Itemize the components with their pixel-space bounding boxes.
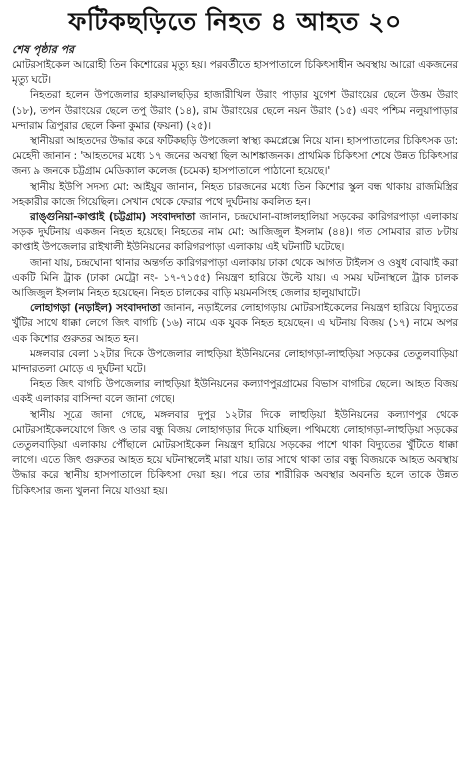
article-paragraph [12,58,458,88]
paragraph-text: স্থানীয় সূত্রে জানা গেছে, মঙ্গলবার দুপুর ১২টার দিকে লাহুড়িয়া ইউনিয়নের কল্যাণপুর থেকে মোটরসাইকেলযোগে জিৎ ও তার বন্ধু বিজয় লোহাগড়ার দিকে যাচ্ছিল। পথিমধ্যে লোহাগড়া-লাহুড়িয়া সড়কের তেতুলবাড়িয়া এলাকায় পৌঁছালে মোটরসাইকেল নিয়ন্ত্রণ হারিয়ে সড়কের পাশে থাকা বিদ্যুতের খুঁটিতে ধাক্কা লাগে। এতে জিৎ গুরুতর আহত হয়ে ঘটনাস্থলেই মারা যায়। তার সাথে থাকা তার বন্ধু বিজয়কে আহত অবস্থায় উদ্ধার করে স্থানীয় হাসপাতালে চিকিৎসা দেয়া হয়। পরে তার শারীরিক অবস্থার অবনতি হলে তাকে উন্নত চিকিৎসার জন্য খুলনা নিয়ে যাওয়া হয়। [12,408,458,497]
paragraph-text: নিহত জিৎ বাগচি উপজেলার লাহুড়িয়া ইউনিয়নের কল্যাণপুরগ্রামের বিভাস বাগচির ছেলে। আহত বিজয় একই এলাকার বাসিন্দা বলে জানা গেছে। [12,378,458,406]
article-paragraph [12,256,458,302]
article-paragraph [12,134,458,180]
article-paragraph [12,301,458,347]
paragraph-text: জানান, চন্দ্রঘোনা-বাঙ্গালহালিয়া সড়কের কারিগরপাড়া এলাকায় সড়ক দুর্ঘটনায় একজন নিহত হয়েছে। নিহতের নাম মো: আজিজুল ইসলাম (৪৪)। গত সোমবার রাত ৮টায় কাপ্তাই উপজেলার রাইখালী ইউনিয়নের কারিগরপাড়া এলাকায় এই ঘটনাটি ঘটেছে। [12,211,458,254]
article-paragraph [12,210,458,256]
news-clipping [0,2,466,763]
article-paragraph [12,377,458,407]
headline: ফটিকছড়িতে নিহত ৪ আহত ২০ [68,7,402,36]
paragraph-text: স্থানীয় ইউপি সদস্য মো: আইয়ুব জানান, নিহত চারজনের মধ্যে তিন কিশোর স্কুল বন্ধ থাকায় রাজমিস্ত্রির সহকারীর কাজে গিয়েছিল। সেখান থেকে ফেরার পথে দুর্ঘটনায় কবলিত হন। [12,180,458,208]
dateline: রাঙ্গুনিয়া-কাপ্তাই (চট্টগ্রাম) সংবাদদাতা [30,211,196,224]
article-paragraph [12,347,458,377]
paragraph-text: মোটরসাইকেল আরোহী তিন কিশোরের মৃত্যু হয়। পরবর্তীতে হাসপাতালে চিকিৎসাধীন অবস্থায় আরো একজনের মৃত্যু ঘটে। [12,59,458,87]
article-paragraph [12,408,458,499]
paragraph-text: জানান, নড়াইলের লোহাগড়ায় মোটরসাইকেলের নিয়ন্ত্রণ হারিয়ে বিদ্যুতের খুঁটির সাথে ধাক্কা লেগে জিৎ বাগচি (১৬) নামে এক যুবক নিহত হয়েছেন। এ ঘটনায় বিজয় (১৭) নামে অপর এক কিশোর গুরুতর আহত হন। [12,302,458,345]
paragraph-text: স্থানীয়রা আহতদের উদ্ধার করে ফটিকছড়ি উপজেলা স্বাস্থ্য কমপ্লেক্সে নিয়ে যান। হাসপাতালের চিকিৎসক ডা: মেহেদী জানান : 'আহতদের মধ্যে ১৭ জনের অবস্থা ছিল আশঙ্কাজনক। প্রাথমিক চিকিৎসা শেষে উন্নত চিকিৎসার জন্য ৯ জনকে চট্টগ্রাম মেডিক্যাল কলেজ (চমেক) হাসপাতালে পাঠানো হয়েছে।' [12,135,458,178]
paragraph-text: জানা যায়, চন্দ্রঘোনা থানার অন্তর্গত কারিগরপাড়া এলাকায় ঢাকা থেকে আগত টাইলস ও ওষুধ বোঝাই করা একটি মিনি ট্রাক (ঢাকা মেট্রো নং- ১৭-৭১৫৫) নিয়ন্ত্রণ হারিয়ে উল্টে যায়। এ সময় ঘটনাস্থলে ট্রাক চালক আজিজুল ইসলাম নিহত হয়েছেন। নিহত চালকের বাড়ি ময়মনসিংহ জেলার হালুয়াঘাটে। [12,256,458,300]
paragraph-text: মঙ্গলবার বেলা ১২টার দিকে উপজেলার লাহুড়িয়া ইউনিয়নের লোহাগড়া-লাহুড়িয়া সড়কের তেতুলবাড়িয়া মান্দারতলা মোড়ে এ দুর্ঘটনা ঘটে। [12,347,458,376]
article-body [12,58,458,499]
continued-from-label: শেষ পৃষ্ঠার পর [12,43,75,56]
dateline: লোহাগড়া (নড়াইল) সংবাদদাতা [30,302,161,315]
article-paragraph [12,88,458,134]
article-paragraph [12,180,458,210]
paragraph-text: নিহতরা হলেন উপজেলার হারুয়ালছড়ির হাজারীখিল উরাং পাড়ার যুগেশ উরাংয়ের ছেলে উত্তম উরাং (১৮), তপন উরাংয়ের ছেলে তপু উরাং (১৪), রাম উরাংয়ের ছেলে নয়ন উরাং (১৫) এবং পশ্চিম নলুয়াপাড়ার মন্দারাম ত্রিপুরার ছেলে কিনা কুমার (ফয়না) (২৫)। [12,89,458,132]
